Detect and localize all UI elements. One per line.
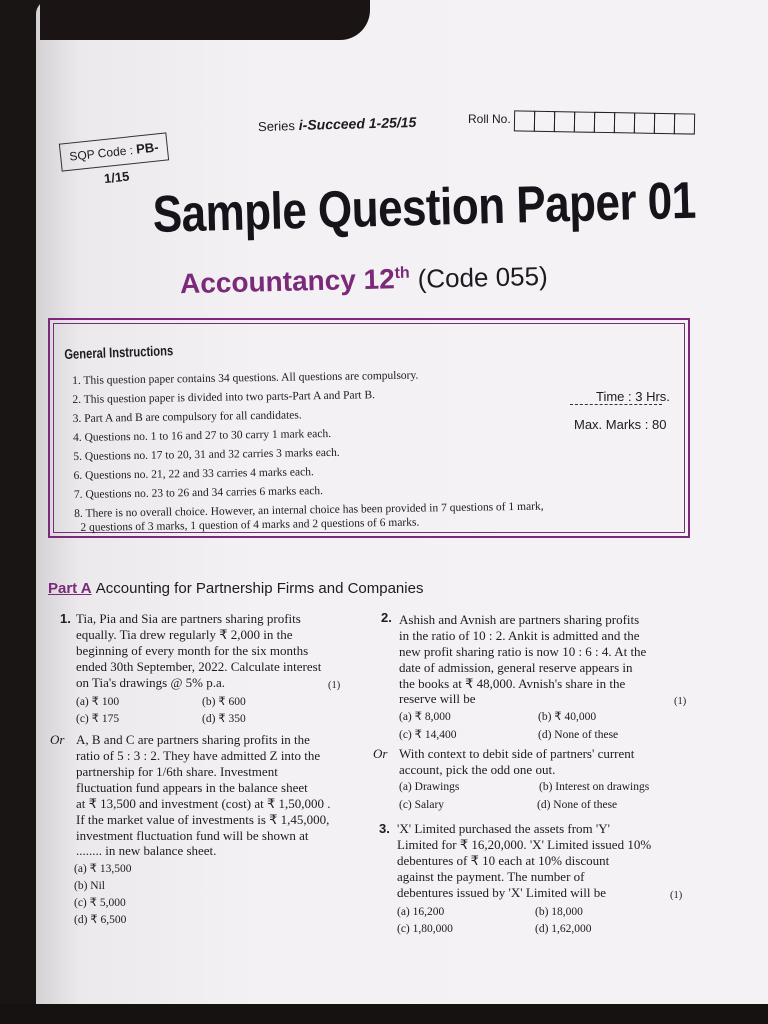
q2-line: new profit sharing ratio is now 10 : 6 : 4. At the	[399, 644, 647, 659]
instruction-item: 2 questions of 3 marks, 1 question of 4 marks and 2 questions of 6 marks.	[80, 516, 420, 534]
q2or-option: (c) Salary	[399, 799, 445, 811]
q3-option: (d) 1,62,000	[535, 923, 592, 935]
q1-option: (a) ₹ 100	[76, 696, 120, 708]
instruction-item: 8. There is no overall choice. However, an internal choice has been provided in 7 questions of 1 mark,	[74, 500, 544, 520]
roll-no-label: Roll No.	[468, 112, 511, 126]
q1or-option: (d) ₹ 6,500	[74, 914, 127, 926]
q2or-option: (d) None of these	[537, 799, 618, 811]
subject: Accountancy 12	[179, 263, 396, 300]
q1or-line: If the market value of investments is ₹ 1,45,000,	[76, 812, 330, 827]
q1or-line: ratio of 5 : 3 : 2. They have admitted Z into the	[76, 748, 321, 763]
q1-line: equally. Tia drew regularly ₹ 2,000 in the	[76, 627, 293, 642]
q1or-option: (a) ₹ 13,500	[74, 863, 132, 875]
subject-sup: th	[394, 264, 410, 282]
series-name: i-Succeed 1-25/15	[298, 113, 417, 134]
part-title: Accounting for Partnership Firms and Companies	[95, 580, 424, 597]
instruction-item: 6. Questions no. 21, 22 and 33 carries 4 marks each.	[73, 466, 314, 482]
sqp-label: SQP Code :	[68, 143, 134, 164]
q1-option: (c) ₹ 175	[76, 713, 120, 725]
q1or-option: (b) Nil	[74, 880, 105, 892]
q1-line: on Tia's drawings @ 5% p.a.	[76, 675, 226, 690]
q2-option: (d) None of these	[538, 729, 619, 741]
q3-line: against the payment. The number of	[397, 869, 585, 884]
instruction-item: 5. Questions no. 17 to 20, 31 and 32 carries 3 marks each.	[73, 446, 340, 463]
instruction-item: 2. This question paper is divided into two parts-Part A and Part B.	[72, 389, 376, 406]
q1-mark: (1)	[328, 680, 341, 691]
q2-option: (a) ₹ 8,000	[399, 711, 451, 723]
q1-line: beginning of every month for the six months	[76, 643, 309, 658]
q2-line: reserve will be	[399, 691, 476, 706]
q2-line: in the ratio of 10 : 2. Ankit is admitted and the	[399, 628, 640, 643]
part-label: Part A	[48, 580, 92, 597]
instruction-item: 1. This question paper contains 34 questions. All questions are compulsory.	[72, 369, 419, 387]
question-number: 1.	[60, 611, 71, 626]
q1or-line: fluctuation fund appears in the balance sheet	[76, 780, 308, 795]
q1or-line: A, B and C are partners sharing profits in the	[76, 732, 310, 747]
q1-option: (d) ₹ 350	[202, 713, 246, 725]
instruction-item: 4. Questions no. 1 to 16 and 27 to 30 carry 1 mark each.	[72, 427, 332, 444]
sqp-code: PB-1/15	[103, 139, 160, 187]
instructions-heading: General Instructions	[64, 342, 174, 362]
time-allowed: Time : 3 Hrs.	[596, 389, 670, 404]
or-label: Or	[50, 732, 65, 747]
q3-line: Limited for ₹ 16,20,000. 'X' Limited issued 10%	[397, 837, 652, 852]
question-number: 2.	[381, 610, 392, 625]
q2-mark: (1)	[674, 696, 687, 707]
q2or-option: (a) Drawings	[399, 781, 460, 793]
q3-option: (a) 16,200	[397, 906, 445, 918]
q1or-line: investment fluctuation fund will be shown at	[76, 828, 309, 843]
instruction-item: 3. Part A and B are compulsory for all candidates.	[72, 409, 302, 425]
q2-option: (b) ₹ 40,000	[538, 711, 597, 723]
instruction-item: 7. Questions no. 23 to 26 and 34 carries 6 marks each.	[73, 485, 324, 501]
q1-option: (b) ₹ 600	[202, 696, 246, 708]
series-label: Series	[257, 118, 296, 135]
q1or-option: (c) ₹ 5,000	[74, 897, 126, 909]
q3-mark: (1)	[670, 890, 683, 901]
q2-option: (c) ₹ 14,400	[399, 729, 457, 741]
max-marks: Max. Marks : 80	[574, 417, 667, 432]
q3-option: (c) 1,80,000	[397, 923, 453, 935]
q3-line: 'X' Limited purchased the assets from 'Y'	[397, 821, 610, 836]
q1or-line: partnership for 1/6th share. Investment	[76, 764, 278, 779]
q2-line: date of admission, general reserve appears in	[399, 660, 633, 675]
q2-line: Ashish and Avnish are partners sharing profits	[399, 612, 640, 627]
q2or-option: (b) Interest on drawings	[539, 781, 650, 793]
q1-line: Tia, Pia and Sia are partners sharing profits	[76, 611, 301, 626]
subject-code: (Code 055)	[417, 260, 549, 294]
q2-line: the books at ₹ 48,000. Avnish's share in the	[399, 676, 626, 691]
q3-line: debentures issued by 'X' Limited will be	[397, 885, 607, 900]
q1or-line: at ₹ 13,500 and investment (cost) at ₹ 1,50,000 .	[76, 796, 331, 811]
or-label: Or	[373, 746, 388, 761]
paper-title: Sample Question Paper 01	[152, 171, 697, 244]
q2or-line: account, pick the odd one out.	[399, 762, 556, 777]
q2or-line: With context to debit side of partners' current	[399, 746, 635, 761]
q3-option: (b) 18,000	[535, 906, 583, 918]
q1-line: ended 30th September, 2022. Calculate interest	[76, 659, 322, 674]
q1or-line: ........ in new balance sheet.	[76, 843, 217, 858]
question-number: 3.	[379, 821, 390, 836]
q3-line: debentures of ₹ 10 each at 10% discount	[397, 853, 610, 868]
